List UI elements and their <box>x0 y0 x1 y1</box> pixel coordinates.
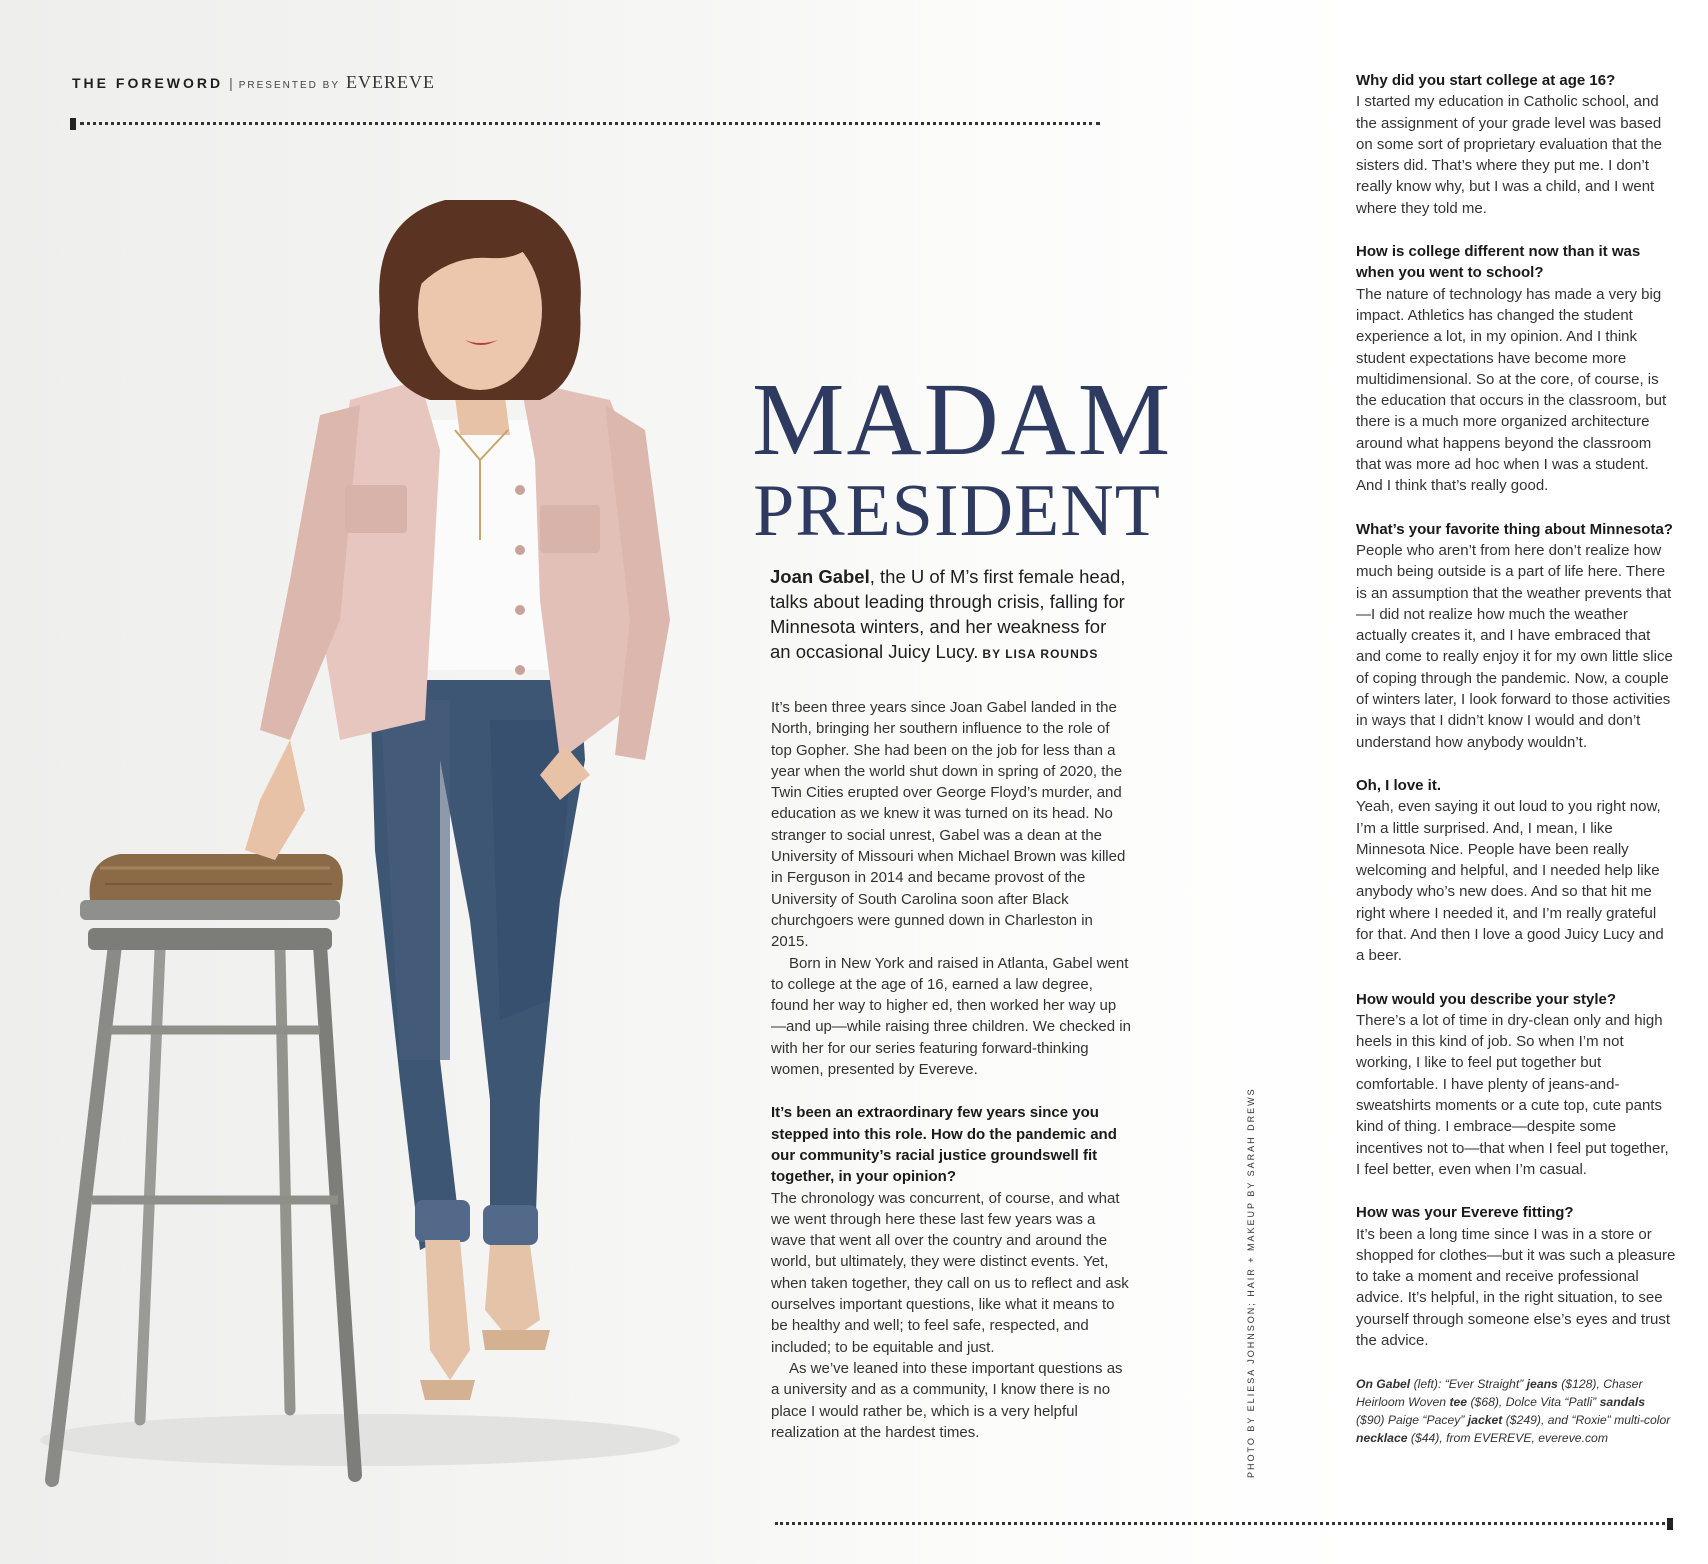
interview-answer: Yeah, even saying it out loud to you right now, I’m a little surprised. And, I mean, I like Minnesota Nice. People have been really welcoming and helpful, and I needed help like anybody who’s new does. And so that hit me right where I needed it, and I’m really grateful for that. And then I love a good Juicy Lucy and a beer. <box>1356 798 1664 965</box>
header-separator: | <box>229 75 233 91</box>
bottom-rule-cap <box>1667 1518 1673 1530</box>
interview-question: What’s your favorite thing about Minnesota? <box>1356 520 1673 538</box>
body-paragraph: Born in New York and raised in Atlanta, Gabel went to college at the age of 16, earned a law degree, found her way to higher ed, then worked her way up—and up—while raising three children. We checked in with her for our series featuring forward-thinking women, presented by Evereve. <box>771 954 1131 1079</box>
credit-text: ($90) Paige “Pacey” <box>1356 1413 1468 1428</box>
left-hand <box>245 740 305 860</box>
portrait-photo <box>20 200 740 1500</box>
interview-question: How was your Evereve fitting? <box>1356 1204 1574 1222</box>
bottom-dotted-rule <box>775 1516 1665 1525</box>
interview-answer: As we’ve leaned into these important questions as a university and as a community, I know there is no place I would rather be, which is a very helpful realization at the hardest times. <box>771 1359 1123 1441</box>
photo-credit: PHOTO BY ELIESA JOHNSON; HAIR + MAKEUP BY SARAH DREWS <box>1246 1087 1256 1478</box>
credit-item: jacket <box>1467 1413 1503 1428</box>
interview-answer: People who aren’t from here don’t realize how much being outside is a part of life here. There is an assumption that the weather prevents that—I did not realize how much the weather actually creates it, and I have embraced that and come to really enjoy it for my own little slice of coping through the pandemic. Now, a couple of winters later, I look forward to those activities in ways that I didn’t know I would and don’t understand how anybody wouldn’t. <box>1356 541 1673 751</box>
dek-text: , the U of M’s first female head, talks about leading through crisis, falling for Minnesota winters, and her weakness for an occasional Juicy Lucy. <box>770 566 1126 662</box>
interview-question: It’s been an extraordinary few years since you stepped into this role. How do the pandemic and our community’s racial justice groundswell fit together, in your opinion? <box>771 1104 1117 1186</box>
credit-item: jeans <box>1526 1377 1558 1392</box>
credit-item: sandals <box>1599 1395 1646 1410</box>
interview-answer: It’s been a long time since I was in a store or shopped for clothes—but it was such a pleasure to take a moment and receive professional advice. It’s helpful, in the right situation, to see yourself through someone else’s eyes and trust the advice. <box>1356 1225 1676 1350</box>
interview-question: How would you describe your style? <box>1356 990 1617 1008</box>
interview-question: Oh, I love it. <box>1356 776 1442 794</box>
top-dotted-rule <box>80 116 1100 125</box>
credit-item: necklace <box>1356 1431 1408 1446</box>
byline: BY LISA ROUNDS <box>982 647 1099 661</box>
section-header <box>72 72 435 93</box>
credit-text: (left): “Ever Straight” <box>1410 1377 1527 1392</box>
fashion-credit <box>1356 1375 1676 1447</box>
section-title: THE FOREWORD <box>72 75 224 91</box>
body-paragraph: It’s been three years since Joan Gabel landed in the North, bringing her southern influence to the role of top Gopher. She had been on the job for less than a year when the world shut down in spring of 2020, the Twin Cities erupted over George Floyd’s murder, and education as we knew it was turned on its head. No stranger to social unrest, Gabel was a dean at the University of Missouri when Michael Brown was killed in Ferguson in 2014 and became provost of the University of South Carolina soon after Black churchgoers were gunned down in Charleston in 2015. <box>771 699 1126 951</box>
article-headline <box>752 362 1173 552</box>
headline-line-1: MADAM <box>752 362 1173 477</box>
interview-question: Why did you start college at age 16? <box>1356 72 1616 89</box>
credit-text: ($128), Chaser Heirloom Woven <box>1356 1377 1643 1410</box>
credit-lead: On Gabel <box>1356 1377 1411 1392</box>
interview-answer: I started my education in Catholic school, and the assignment of your grade level was based on some sort of proprietary evaluation that the sisters did. That’s where they put me. I don’t really know why, but I was a child, and I went where they told me. <box>1356 93 1663 217</box>
dek-name: Joan Gabel <box>770 566 870 587</box>
sandals <box>420 1240 550 1400</box>
credit-text: ($44), from EVEREVE, evereve.com <box>1407 1431 1608 1446</box>
top-rule-cap <box>70 118 76 130</box>
interview-question: How is college different now than it was when you went to school? <box>1356 243 1641 282</box>
stool <box>52 854 355 1480</box>
article-dek <box>770 564 1130 667</box>
credit-text: ($68), Dolce Vita “Patli” <box>1467 1395 1600 1410</box>
credit-text: ($249), and “Roxie” multi-color <box>1502 1413 1671 1428</box>
presented-by-label: PRESENTED BY <box>238 80 340 91</box>
interview-answer: The nature of technology has made a very big impact. Athletics has changed the student experience a lot, in my opinion. And I think student expectations have become more multidimensional. So at the core, of course, is the education that occurs in the classroom, but there is a much more organized architecture around what happens beyond the classroom that was more ad hoc when I was a student. And I think that’s really good. <box>1356 285 1667 495</box>
right-column <box>1356 70 1676 1447</box>
interview-answer: The chronology was concurrent, of course, and what we went through here these last few years was a wave that went all over the country and around the world, but ultimately, they were distinct events. Yet, when taken together, they call on us to reflect and ask ourselves important questions, like what it means to be healthy and well; to feel safe, respected, and included; to be equitable and just. <box>771 1189 1129 1356</box>
interview-answer: There’s a lot of time in dry-clean only and high heels in this kind of job. So when I’m not working, I like to feel put together but comfortable. I have plenty of jeans-and-sweatshirts moments or a cute top, cute pants kind of thing. I embrace—despite some incentives not to—that when I feel put together, I feel better, even when I’m casual. <box>1356 1011 1669 1178</box>
middle-column <box>771 697 1131 1443</box>
credit-item: tee <box>1449 1395 1468 1410</box>
sponsor-logo: EVEREVE <box>346 72 435 92</box>
headline-line-2: PRESIDENT <box>753 470 1161 552</box>
